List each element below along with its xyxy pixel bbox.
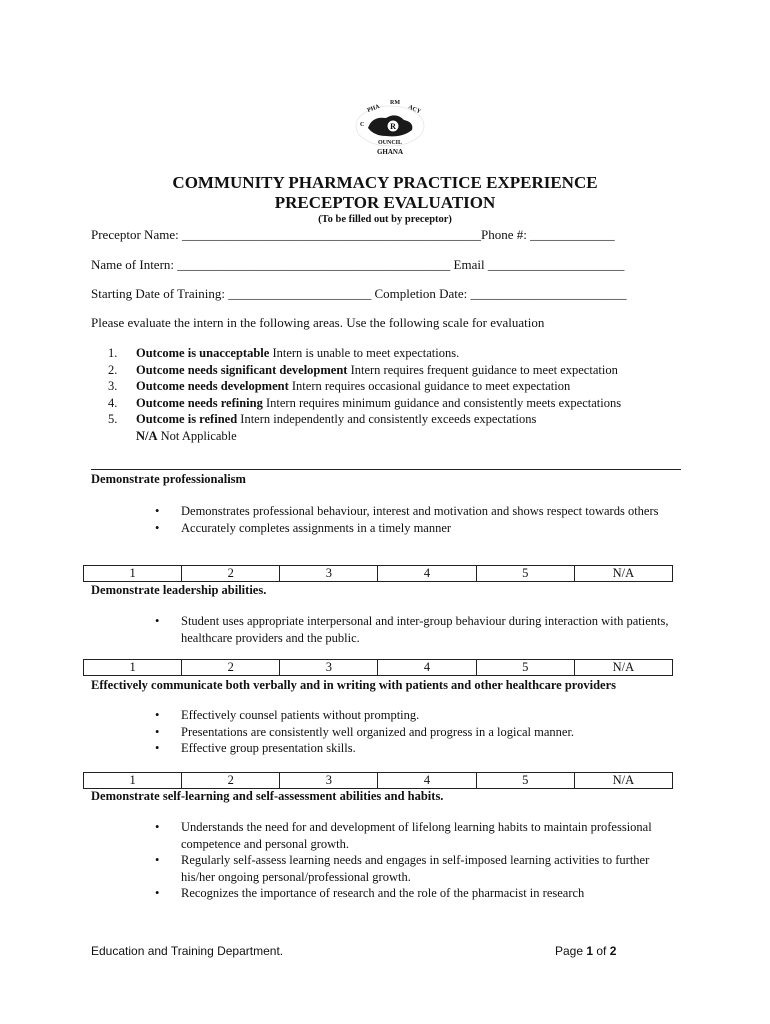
rating-option-4[interactable]: 4 — [378, 660, 476, 676]
rating-scale-leadership — [83, 659, 673, 676]
bullet-item: • Demonstrates professional behaviour, interest and motivation and shows respect towards others — [155, 504, 659, 518]
section-heading-self-learning: Demonstrate self-learning and self-assessment abilities and habits. — [91, 789, 444, 803]
bullet-item: • Understands the need for and development of lifelong learning habits to maintain professional competence and personal growth. — [155, 820, 652, 851]
svg-text:PHA: PHA — [366, 103, 381, 114]
bullet-item: • Effective group presentation skills. — [155, 741, 356, 755]
page-number: Page 1 of 2 — [555, 944, 617, 958]
rating-option-4[interactable]: 4 — [378, 773, 476, 789]
bullet-item: • Presentations are consistently well organized and progress in a logical manner. — [155, 724, 575, 739]
svg-text:C: C — [360, 122, 365, 128]
rating-scale-professionalism — [83, 565, 673, 582]
section-heading-professionalism: Demonstrate professionalism — [91, 472, 246, 486]
bullet-item: • Accurately completes assignments in a timely manner — [155, 520, 452, 535]
svg-text:R: R — [390, 122, 396, 131]
intern-name-field[interactable]: Name of Intern: __________________________________________ Email _____________________ — [91, 257, 625, 272]
bullet-list — [155, 503, 680, 536]
document-title: COMMUNITY PHARMACY PRACTICE EXPERIENCE — [172, 173, 598, 192]
rating-option-2[interactable]: 2 — [182, 566, 280, 582]
section-divider — [91, 469, 681, 470]
footer-department: Education and Training Department. — [91, 944, 284, 958]
legend-item: 3. Outcome needs development Intern requires occasional guidance to meet expectation — [108, 379, 571, 393]
pharmacy-council-logo — [338, 98, 442, 156]
logo-country-text: GHANA — [376, 148, 404, 156]
rating-option-na[interactable]: N/A — [574, 660, 672, 676]
rating-option-5[interactable]: 5 — [476, 566, 574, 582]
rating-option-5[interactable]: 5 — [476, 773, 574, 789]
svg-text:ACY: ACY — [407, 104, 422, 116]
bullet-list — [155, 707, 680, 757]
preceptor-name-field[interactable]: Preceptor Name: ______________________________________________Phone #: _____________ — [91, 227, 615, 242]
rating-option-na[interactable]: N/A — [574, 773, 672, 789]
rating-option-3[interactable]: 3 — [280, 773, 378, 789]
svg-text:RM: RM — [390, 100, 400, 106]
section-heading-communication: Effectively communicate both verbally and in writing with patients and other healthcare providers — [91, 678, 616, 692]
rating-option-na[interactable]: N/A — [574, 566, 672, 582]
legend-item: 4. Outcome needs refining Intern requires minimum guidance and consistently meets expectations — [108, 395, 622, 410]
bullet-list — [155, 613, 680, 646]
legend-item: 5. Outcome is refined Intern independently and consistently exceeds expectations — [108, 412, 537, 426]
bullet-item: • Effectively counsel patients without prompting. — [155, 708, 420, 722]
evaluation-instructions: Please evaluate the intern in the following areas. Use the following scale for evaluation — [91, 315, 545, 330]
rating-option-5[interactable]: 5 — [476, 660, 574, 676]
scale-legend — [108, 345, 621, 444]
legend-item: N/A Not Applicable — [136, 428, 237, 443]
rating-option-2[interactable]: 2 — [182, 773, 280, 789]
title-note: (To be filled out by preceptor) — [318, 214, 452, 225]
bullet-item: • Regularly self-assess learning needs and engages in self-imposed learning activities to further his/her ongoing personal/professional growth. — [155, 853, 650, 884]
rating-option-3[interactable]: 3 — [280, 566, 378, 582]
bullet-item: • Student uses appropriate interpersonal and inter-group behaviour during interaction with patients, healthcare providers and the public. — [155, 614, 669, 645]
document-subtitle: PRECEPTOR EVALUATION — [274, 193, 496, 212]
legend-item: 1. Outcome is unacceptable Intern is unable to meet expectations. — [108, 346, 460, 360]
rating-option-1[interactable]: 1 — [84, 660, 182, 676]
section-heading-leadership: Demonstrate leadership abilities. — [91, 583, 267, 597]
rating-option-3[interactable]: 3 — [280, 660, 378, 676]
rating-scale-communication — [83, 772, 673, 789]
rating-option-1[interactable]: 1 — [84, 566, 182, 582]
bullet-list — [155, 819, 680, 902]
rating-option-4[interactable]: 4 — [378, 566, 476, 582]
bullet-item: • Recognizes the importance of research and the role of the pharmacist in research — [155, 886, 585, 900]
legend-item: 2. Outcome needs significant development Intern requires frequent guidance to meet expectation — [108, 362, 618, 377]
training-dates-field[interactable]: Starting Date of Training: ______________________ Completion Date: ________________________ — [91, 286, 627, 301]
svg-text:OUNCIL: OUNCIL — [378, 140, 403, 146]
rating-option-1[interactable]: 1 — [84, 773, 182, 789]
rating-option-2[interactable]: 2 — [182, 660, 280, 676]
